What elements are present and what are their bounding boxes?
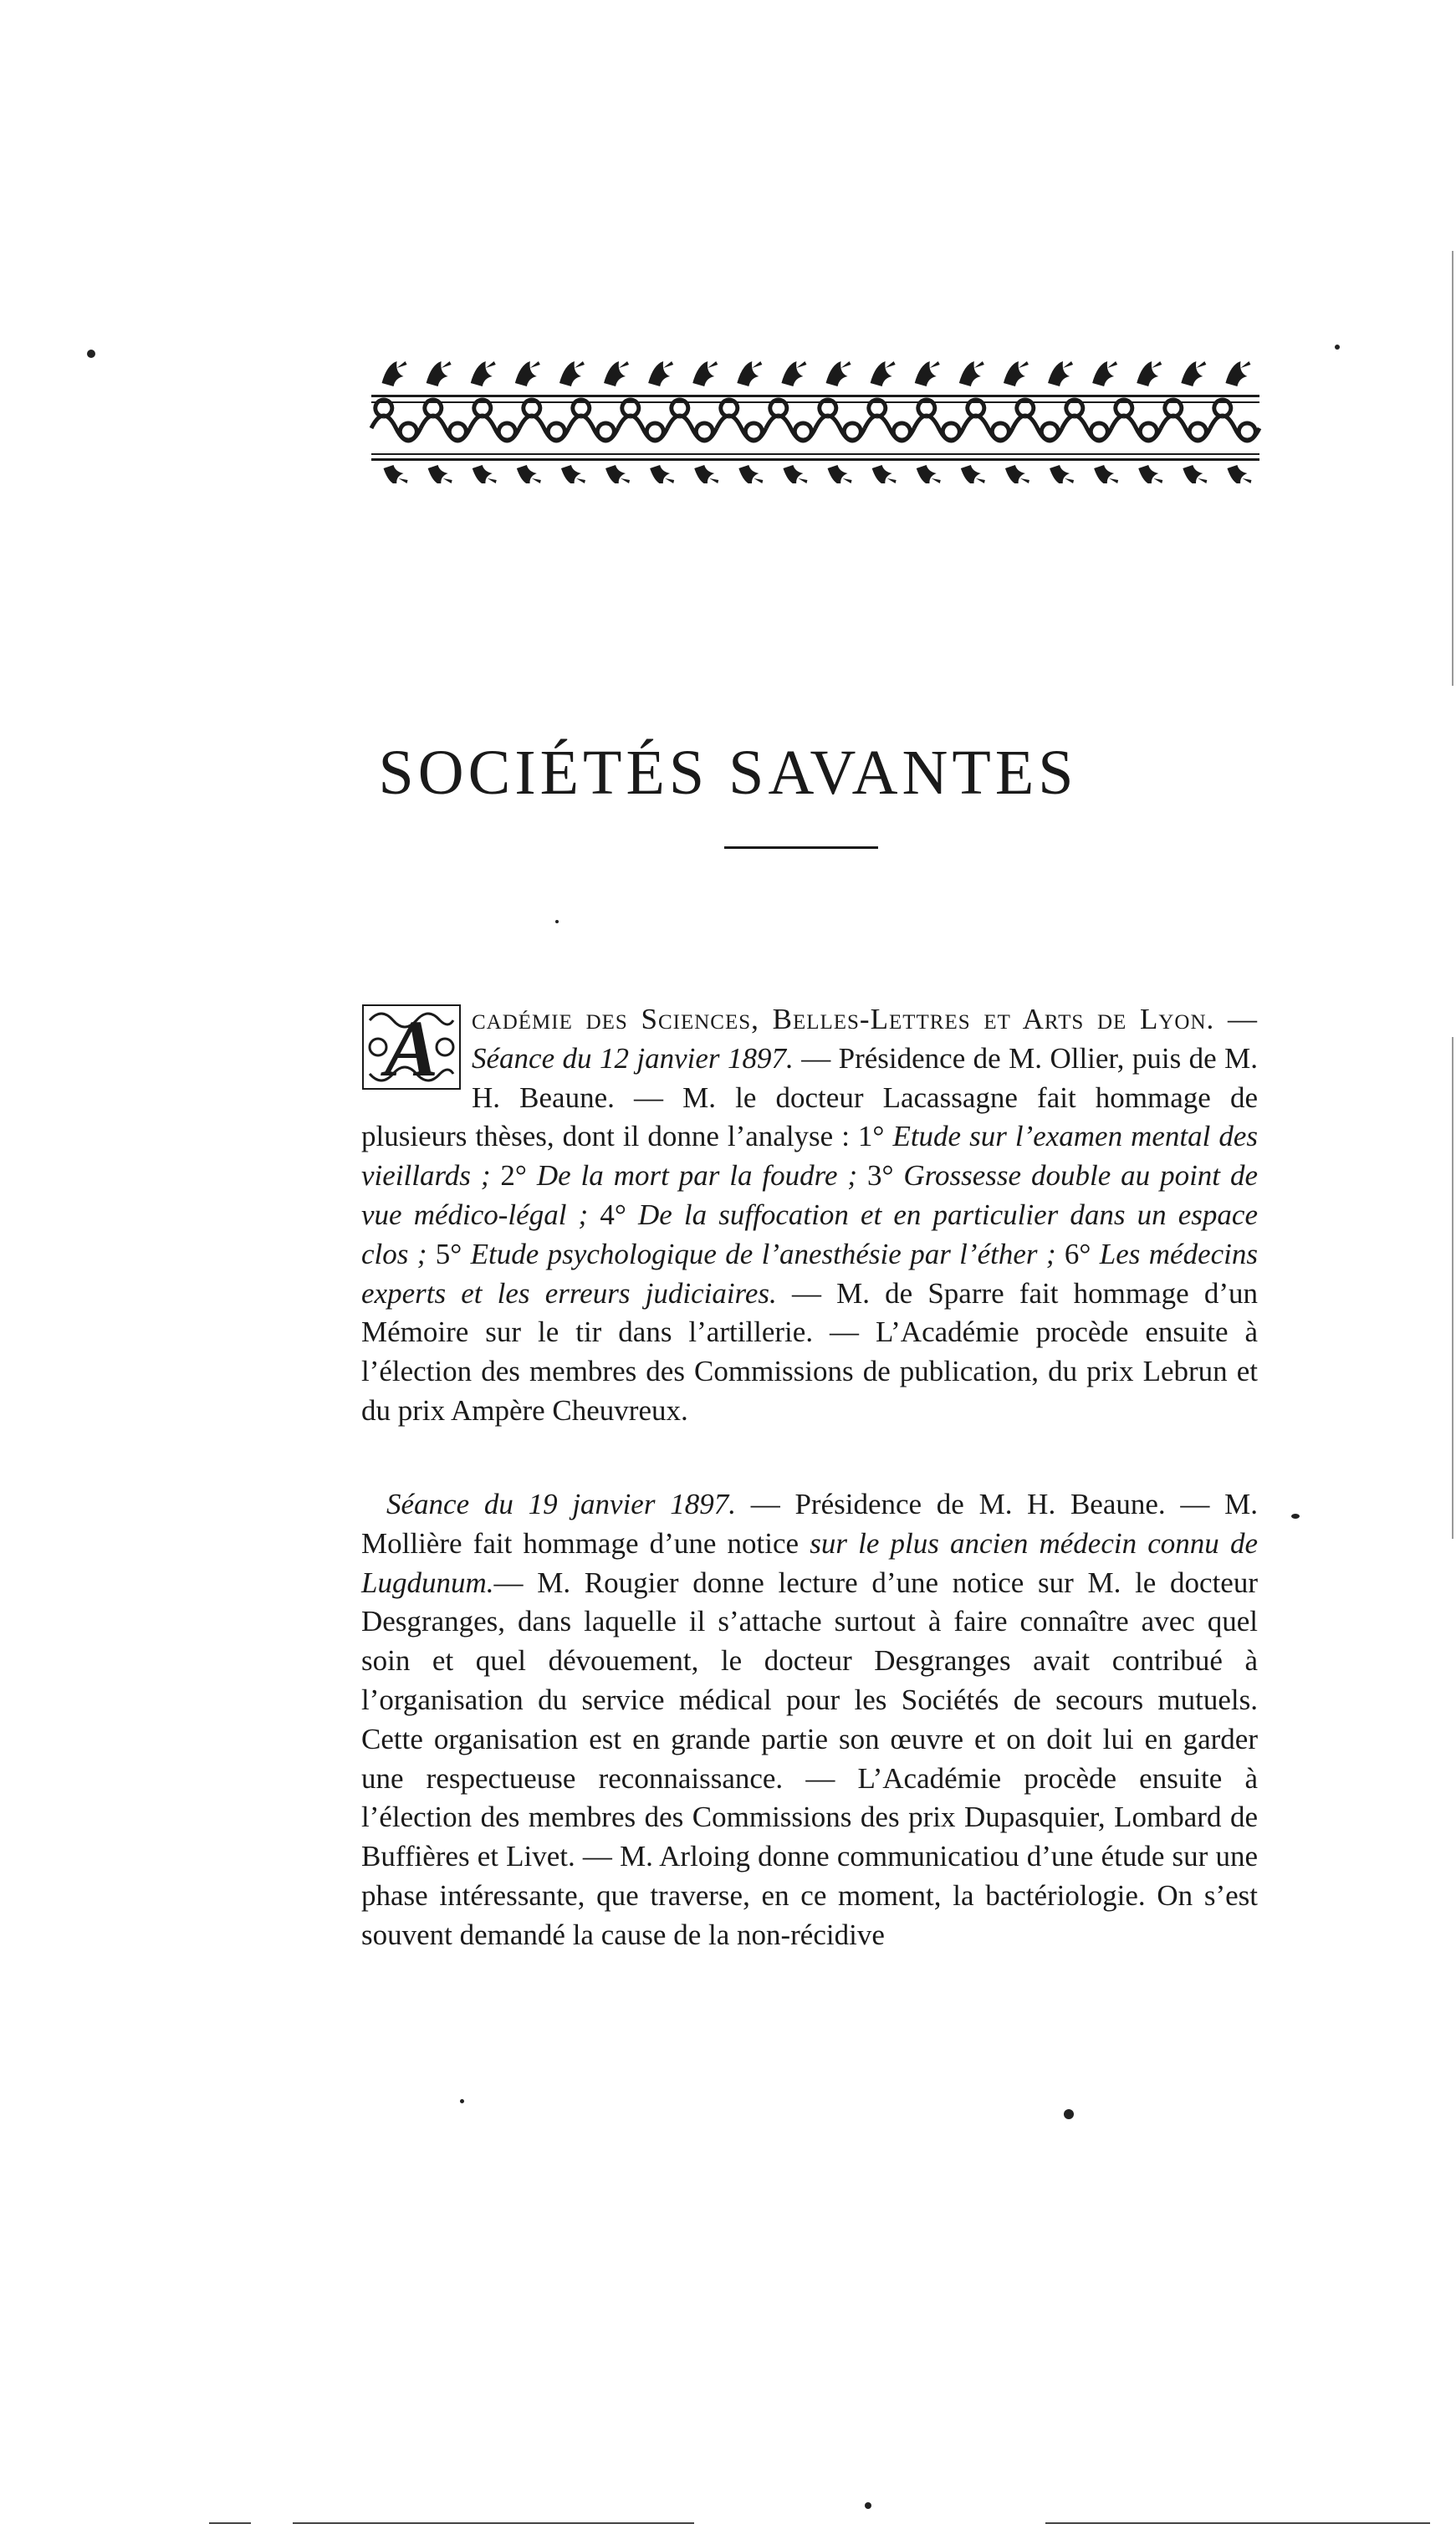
p1-text-1: — Présidence de M. Ollier, puis de M. H. Beaune. — M. le docteur Lacassagne fait hommage de plusieurs thèses, dont il donne l’analyse : 1° [361,1041,1258,1153]
drop-cap-ornate [361,1004,462,1091]
leaf-ornament [1005,465,1029,483]
leaf-ornament [828,465,852,483]
page-title: SOCIÉTÉS SAVANTES [378,737,1078,808]
scan-edge-line [1452,1037,1453,1539]
leaf-ornament [1183,465,1207,483]
scroll-vine-motif [371,400,421,441]
p1-text-5: 5° [427,1237,471,1270]
scan-speck [865,2502,871,2509]
title-rule [724,846,878,849]
leaf-ornament [517,465,541,483]
paragraph-seance-12-janvier [361,1000,1258,1431]
scan-edge-line [1045,2522,1430,2524]
paragraph-seance-19-janvier [361,1485,1258,1955]
scroll-vine-motif [569,400,618,441]
scroll-vine-motif [865,400,914,441]
p1-title-4: De la suffocation et en particulier dans un espace clos ; [361,1198,1258,1270]
scan-edge-line [293,2522,694,2524]
leaf-ornament [604,361,629,386]
leaf-ornament [1181,361,1206,386]
leaf-ornament [382,361,407,386]
scan-speck [87,350,95,358]
p2-text-1: — Présidence de M. H. Beaune. — M. Mollière fait hommage d’une notice [361,1488,1259,1560]
leaf-ornament [1004,361,1029,386]
seance-date-1: Séance du 12 janvier 1897. [472,1041,794,1075]
leaf-ornament [427,361,452,386]
leaf-ornament [473,465,497,483]
leaf-ornament [917,465,941,483]
leaf-ornament-row-top [382,361,1251,386]
seance-date-2: Séance du 19 janvier 1897. [386,1488,736,1520]
p1-title-1: Etude sur l’examen mental des vieillards ; [361,1120,1258,1193]
leaf-ornament [515,361,540,386]
scan-edge-line [209,2522,251,2524]
scan-speck [1064,2109,1074,2119]
leaf-ornament [648,361,673,386]
leaf-ornament [1048,361,1073,386]
scroll-vine-motif [519,400,569,441]
p1-text-6: 6° [1055,1237,1100,1270]
leaf-ornament [605,465,630,483]
leaf-ornament-row-bottom [384,465,1252,483]
leaf-ornament [559,361,585,386]
p2-text-2: — M. Rougier donne lecture d’une notice sur M. le docteur Desgranges, dans laquelle il s’attache surtout à faire connaître avec quel soin et quel dévouement, le docteur Desgranges avait contribué à l’organisation du service médical pour les Sociétés de secours mutuels. Cette organisation est en grande partie son œuvre et on doit lui en garder une respectueuse reconnaissance. — L’Académie procède ensuite à l’élection des membres des Commissions des prix Dupasquier, Lombard de Buffières et Livet. — M. Arloing donne communicatiou d’une étude sur une phase intéressante, que traverse, en ce moment, la bactériologie. On s’est souvent demandé la cause de la non-récidive [361,1566,1258,1951]
leaf-ornament [959,361,984,386]
leaf-ornament [471,361,496,386]
p1-title-3: Grossesse double au point de vue médico-légal ; [361,1159,1258,1231]
scroll-vine-motif [1161,400,1210,441]
p1-title-6: Les médecins experts et les erreurs judiciaires. [361,1237,1258,1310]
p2-title-1: sur le plus ancien médecin connu de Lugdunum. [361,1526,1258,1599]
leaf-ornament [1094,465,1118,483]
leaf-ornament [1227,465,1251,483]
scroll-vine-motif [766,400,815,441]
p1-text-4: 4° [588,1198,638,1231]
leaf-ornament [1137,361,1162,386]
scroll-vine-motif [667,400,717,441]
leaf-ornament [1050,465,1074,483]
scroll-vine-motif [470,400,519,441]
p1-title-5: Etude psychologique de l’anesthésie par l’éther ; [470,1237,1056,1270]
leaf-ornament [561,465,585,483]
drop-cap-letter: A [384,1004,439,1091]
scan-speck [460,2099,464,2103]
leaf-ornament [783,465,807,483]
scroll-vine-motif [1062,400,1111,441]
leaf-ornament [738,465,763,483]
leaf-ornament [781,361,806,386]
p1-text-7: — M. de Sparre fait hommage d’un Mémoire sur le tir dans l’artillerie. — L’Académie procède ensuite à l’élection des membres des Commissions de publication, du prix Lebrun et du prix Ampère Cheuvreux. [361,1276,1258,1427]
leaf-ornament [428,465,452,483]
scroll-vine-motif [815,400,865,441]
leaf-ornament [694,465,718,483]
leaf-ornament [1138,465,1162,483]
p1-text-2: 2° [490,1159,537,1193]
scroll-vine-motif [618,400,667,441]
scroll-vine-motif [1111,400,1161,441]
leaf-ornament [1225,361,1250,386]
scroll-vine-band [371,400,1259,441]
leaf-ornament [871,361,896,386]
scan-edge-line [1452,251,1453,686]
leaf-ornament [650,465,674,483]
p1-title-2: De la mort par la foudre ; [536,1159,858,1193]
scan-speck [555,920,559,923]
leaf-ornament [915,361,940,386]
scan-speck [1291,1514,1300,1519]
academy-heading: cadémie des Sciences, Belles-Lettres et Arts de Lyon. — [472,1003,1258,1035]
scroll-vine-motif [1013,400,1062,441]
scroll-vine-motif [914,400,963,441]
scroll-vine-motif [717,400,766,441]
ornamental-header-band [368,350,1263,483]
leaf-ornament [1092,361,1117,386]
scroll-vine-motif [1210,400,1259,441]
leaf-ornament [961,465,985,483]
leaf-ornament [692,361,718,386]
p1-text-3: 3° [857,1159,904,1193]
scan-speck [1335,345,1340,350]
leaf-ornament [384,465,408,483]
scroll-vine-motif [421,400,470,441]
leaf-ornament [872,465,897,483]
leaf-ornament [826,361,851,386]
leaf-ornament [737,361,762,386]
scroll-vine-motif [963,400,1013,441]
